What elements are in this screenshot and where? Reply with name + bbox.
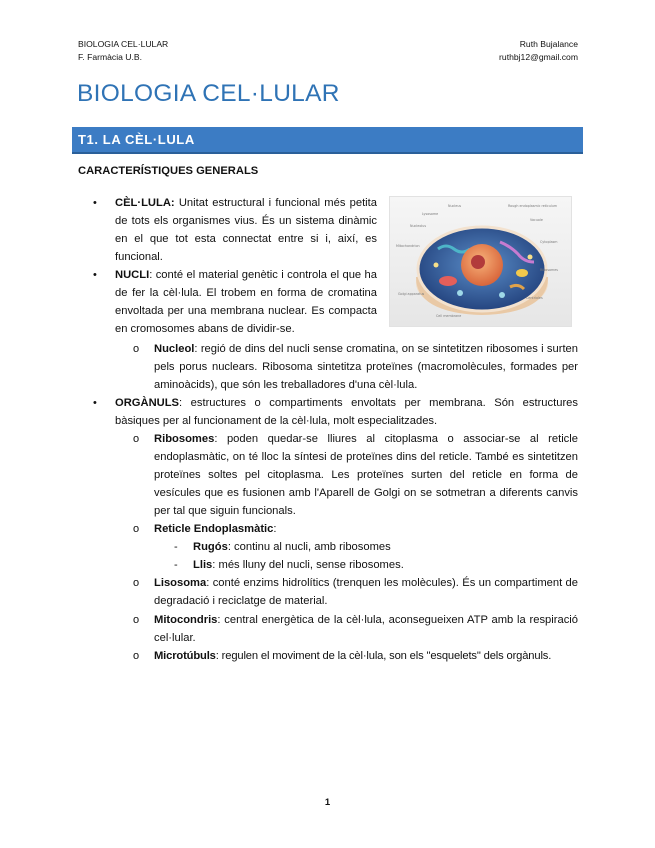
list-item-lisosoma bbox=[154, 574, 578, 610]
bullet-circle: o bbox=[133, 650, 140, 662]
subheading: CARACTERÍSTIQUES GENERALS bbox=[78, 165, 259, 177]
bullet-disc: • bbox=[93, 397, 97, 409]
text-organuls: : estructures o compartiments envoltats per membrana. Són estructures bàsiques per al funcionament de la cèl·lula, molt especialitzades. bbox=[115, 397, 578, 427]
text-cellula: Unitat estructural i funcional més petita de tots els organismes vius. És un sistema dinàmic en el que tot esta connectat entre si i, així, es funcional. bbox=[115, 197, 377, 263]
bullet-circle: o bbox=[133, 523, 140, 535]
term-nucli: NUCLI bbox=[115, 269, 150, 281]
label-ribosomes: Ribosomes bbox=[540, 268, 559, 272]
running-header-right bbox=[499, 38, 578, 63]
animal-cell-illustration bbox=[389, 196, 572, 327]
label-cell-membrane: Cell membrane bbox=[436, 314, 462, 318]
section-heading: T1. LA CÈL·LULA bbox=[78, 132, 195, 147]
header-author: Ruth Bujalance bbox=[519, 39, 578, 49]
list-item-nucli bbox=[115, 266, 377, 338]
document-title: BIOLOGIA CEL·LULAR bbox=[77, 80, 340, 107]
text-lisosoma: : conté enzims hidrolítics (trenquen les molècules). És un compartiment de degradació i reciclatge de material. bbox=[154, 577, 578, 607]
term-organuls: ORGÀNULS bbox=[115, 397, 180, 409]
bullet-disc: • bbox=[93, 197, 97, 209]
header-faculty: F. Farmàcia U.B. bbox=[78, 51, 142, 62]
term-rugos: Rugós bbox=[193, 541, 228, 553]
bullet-circle: o bbox=[133, 614, 140, 626]
text-nucli: : conté el material genètic i controla el que ha de fer la cèl·lula. El trobem en forma de cromatina envoltada per una membrana nuclear. Es compacta en cromosomes abans de dividir-se. bbox=[115, 269, 377, 335]
bullet-disc: • bbox=[93, 269, 97, 281]
list-item-cellula bbox=[115, 194, 377, 266]
bullet-circle: o bbox=[133, 577, 140, 589]
page-number: 1 bbox=[324, 797, 331, 808]
text-nucleol: : regió de dins del nucli sense cromatina, on se sintetitzen ribosomes i surten pels porus nuclears. Ribosoma sintetitza proteïnes (macromolècules, formades per aminoàcids), que són les treballadores d'una cèl·lula. bbox=[154, 343, 578, 391]
bullet-circle: o bbox=[133, 433, 140, 445]
text-ribosomes: : poden quedar-se lliures al citoplasma o associar-se al reticle endoplasmàtic, on té lloc la síntesi de proteïnes dins del reticle. També es sintetitzen proteïnes soltes pel citoplasma. Les proteïnes surten del reticle en forma de vesícules que es fusionen amb l'Aparell de Golgi on se sotmetran a diferents canvis per tal que siguin funcionals. bbox=[154, 433, 578, 517]
term-cellula: CÈL·LULA: bbox=[115, 197, 175, 209]
label-cytoplasm: Cytoplasm bbox=[540, 240, 558, 244]
list-item-nucleol bbox=[154, 340, 578, 394]
term-llis: Llis bbox=[193, 559, 213, 571]
bullet-dash: - bbox=[174, 559, 178, 571]
header-course: BIOLOGIA CEL·LULAR bbox=[78, 39, 169, 49]
list-item-reticle bbox=[154, 520, 578, 538]
label-nucleolus: Nucleolus bbox=[410, 224, 427, 228]
list-item-llis bbox=[193, 556, 578, 574]
bullet-dash: - bbox=[174, 541, 178, 553]
section-heading-bar bbox=[72, 127, 583, 154]
text-mitocondris: : central energètica de la cèl·lula, aconsegueixen ATP amb la respiració cel·lular. bbox=[154, 614, 578, 644]
list-item-mitocondris bbox=[154, 611, 578, 647]
text-llis: : més lluny del nucli, sense ribosomes. bbox=[212, 559, 404, 571]
label-golgi: Golgi apparatus bbox=[398, 292, 425, 296]
term-reticle: Reticle Endoplasmàtic bbox=[154, 523, 274, 535]
term-lisosoma: Lisosoma bbox=[154, 577, 207, 589]
text-microtubuls: : regulen el moviment de la cèl·lula, son els "esquelets" dels orgànuls. bbox=[215, 650, 552, 662]
bullet-circle: o bbox=[133, 343, 140, 355]
text-reticle: : bbox=[273, 523, 277, 535]
running-header-left bbox=[78, 38, 168, 63]
header-email: ruthbj12@gmail.com bbox=[499, 51, 578, 62]
label-centrioles: Centrioles bbox=[526, 296, 543, 300]
text-rugos: : continu al nucli, amb ribosomes bbox=[227, 541, 391, 553]
term-microtubuls: Microtúbuls bbox=[154, 650, 216, 662]
list-item-organuls bbox=[115, 394, 578, 430]
term-mitocondris: Mitocondris bbox=[154, 614, 218, 626]
label-vacuole: Vacuole bbox=[530, 218, 543, 222]
list-item-rugos bbox=[193, 538, 578, 556]
list-item-microtubuls bbox=[154, 647, 584, 665]
label-lysosome: Lysosome bbox=[422, 212, 439, 216]
label-mitochondrion: Mitochondrion bbox=[396, 244, 420, 248]
term-nucleol: Nucleol bbox=[154, 343, 195, 355]
term-ribosomes: Ribosomes bbox=[154, 433, 215, 445]
cell-diagram-icon bbox=[390, 197, 571, 326]
list-item-ribosomes bbox=[154, 430, 578, 520]
label-rough-er: Rough endoplasmic reticulum bbox=[508, 204, 558, 208]
label-nucleus: Nucleus bbox=[448, 204, 462, 208]
